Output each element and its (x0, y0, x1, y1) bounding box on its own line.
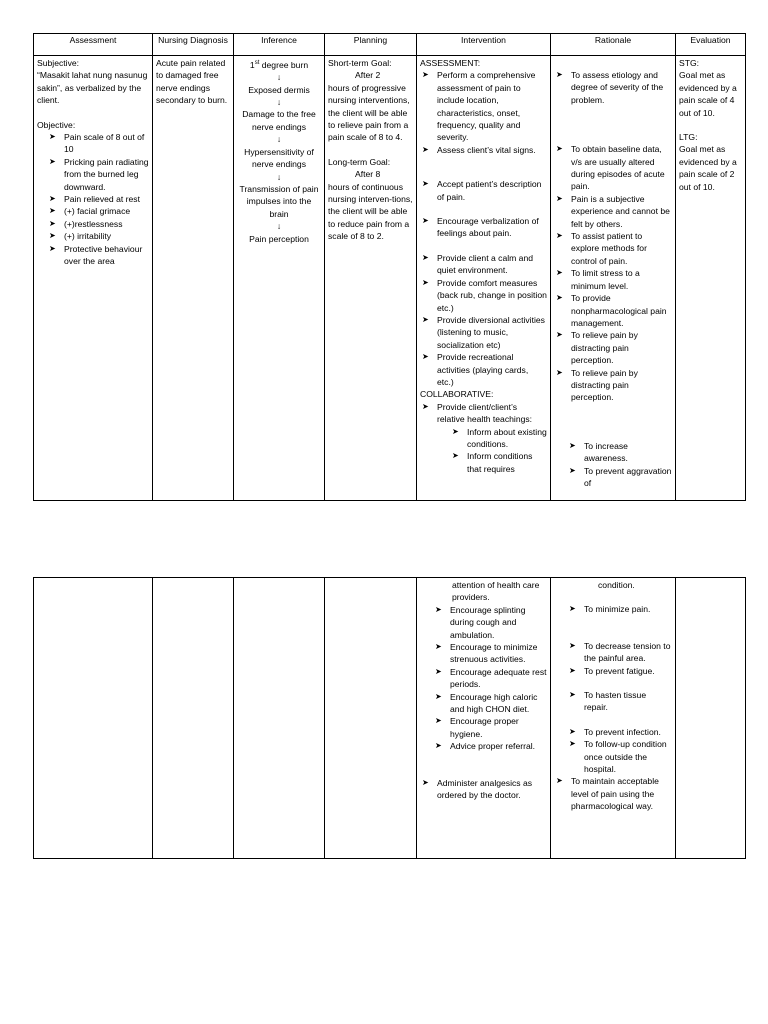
list-item: ➤ To assess etiology and degree of severity of the problem. (554, 69, 672, 106)
list-item: ➤ Encourage splinting during cough and ambulation. (435, 604, 547, 641)
collaborative-label: COLLABORATIVE: (420, 389, 494, 400)
list-item: ➤ Pain scale of 8 out of 10 (47, 131, 149, 156)
short-term-first: After 2 (355, 70, 381, 81)
rationale-list (554, 69, 672, 404)
list-item: ➤ Provide recreational activities (playing cards, etc.) (420, 351, 547, 388)
list-item: ➤ To obtain baseline data, v/s are usually altered during episodes of acute pain. (554, 143, 672, 193)
header-row (34, 34, 746, 56)
list-item: ➤ To follow-up condition once outside the hospital. (569, 738, 672, 775)
list-item: ➤ Pain relieved at rest (47, 193, 149, 205)
intervention-cell (417, 56, 551, 501)
list-item: ➤ Advice proper referral. (435, 740, 547, 752)
list-item: ➤ To decrease tension to the painful area. (569, 640, 672, 665)
list-item: ➤ To relieve pain by distracting pain perception. (554, 329, 672, 366)
rationale-list (554, 775, 672, 812)
inference-step: Exposed dermis (248, 84, 310, 95)
stg-label: STG: (679, 58, 700, 68)
objective-label: Objective: (37, 119, 76, 130)
content-row (34, 578, 746, 859)
inference-cell-empty (234, 578, 325, 859)
objective-list (37, 131, 149, 267)
inference-step: Hypersensitivity of nerve endings (244, 146, 314, 170)
planning-cell (325, 56, 417, 501)
list-item: ➤ (+) facial grimace (47, 205, 149, 217)
nursing-diagnosis-cell-empty (153, 578, 234, 859)
list-item: ➤ Inform about existing conditions. (452, 426, 547, 451)
intervention-list (420, 69, 547, 388)
intervention-sublist (420, 604, 547, 753)
stg-text: Goal met as evidenced by a pain scale of 4 out of 10. (679, 70, 737, 118)
list-item: ➤ Perform a comprehensive assessment of pain to include location, characteristics, onset, frequency, quality and severity. (420, 69, 547, 143)
list-item: ➤ Provide comfort measures (back rub, change in position etc.) (420, 277, 547, 314)
list-item: ➤ To limit stress to a minimum level. (554, 267, 672, 292)
list-item: ➤ Protective behaviour over the area (47, 243, 149, 268)
rationale-continued: condition. (598, 580, 635, 590)
down-arrow-icon: ↓ (276, 97, 282, 108)
list-item: ➤ To prevent aggravation of (569, 465, 672, 490)
long-term-goal: hours of continuous nursing interven-tions, the client will be able to reduce pain from a scale of 8 to 2. (328, 181, 413, 242)
list-item: ➤ Provide diversional activities (listening to music, socialization etc) (420, 314, 547, 351)
list-item: ➤ Encourage high caloric and high CHON diet. (435, 691, 547, 716)
list-item: ➤ Provide client/client’s relative health teachings: ➤ Inform about existing conditions. ➤ Inform conditions that requires (420, 401, 547, 475)
evaluation-cell-empty (676, 578, 746, 859)
ltg-text: Goal met as evidenced by a pain scale of 2 out of 10. (679, 144, 737, 192)
intervention-list (420, 777, 547, 802)
list-item: ➤ Encourage verbalization of feelings about pain. (420, 215, 547, 240)
down-arrow-icon: ↓ (276, 134, 282, 145)
rationale-sublist (554, 603, 672, 775)
evaluation-cell (676, 56, 746, 501)
header-planning: Planning (325, 34, 417, 56)
list-item: ➤ Encourage proper hygiene. (435, 715, 547, 740)
content-row (34, 56, 746, 501)
short-term-goal: hours of progressive nursing interventions, the client will be able to relieve pain from a pain scale of 8 to 4. (328, 82, 410, 143)
long-term-label: Long-term Goal: (328, 156, 391, 167)
assessment-cell (34, 56, 153, 501)
rationale-cell (551, 56, 676, 501)
long-term-first: After 8 (355, 169, 381, 180)
list-item: ➤ To prevent infection. (569, 726, 672, 738)
assessment-section-label: ASSESSMENT: (420, 58, 481, 68)
nursing-diagnosis-cell (153, 56, 234, 501)
short-term-label: Short-term Goal: (328, 58, 392, 68)
assessment-cell-empty (34, 578, 153, 859)
inference-cell (234, 56, 325, 501)
diagnosis-text: Acute pain related to damaged free nerve endings secondary to burn. (156, 58, 228, 106)
collaborative-list (420, 401, 547, 475)
inference-burn: 1st degree burn (249, 59, 309, 70)
down-arrow-icon: ↓ (276, 171, 282, 182)
list-item: ➤ (+)restlessness (47, 218, 149, 230)
list-item: ➤ To hasten tissue repair. (569, 689, 672, 714)
header-intervention: Intervention (417, 34, 551, 56)
list-item: ➤ To prevent fatigue. (569, 665, 672, 677)
list-item: ➤ To minimize pain. (569, 603, 672, 615)
down-arrow-icon: ↓ (276, 221, 282, 232)
down-arrow-icon: ↓ (276, 72, 282, 83)
list-item: ➤ Provide client a calm and quiet environment. (420, 252, 547, 277)
intervention-cell-cont (417, 578, 551, 859)
header-assessment: Assessment (34, 34, 153, 56)
inference-step: Damage to the free nerve endings (242, 109, 316, 132)
list-item: ➤ To provide nonpharmacological pain management. (554, 292, 672, 329)
list-item: ➤ Pricking pain radiating from the burned leg downward. (47, 156, 149, 193)
list-item: ➤ Encourage to minimize strenuous activities. (435, 641, 547, 666)
collaborative-sublist (437, 426, 547, 476)
list-item: ➤ (+) irritability (47, 230, 149, 242)
inference-step: Pain perception (249, 233, 309, 244)
subjective-text: “Masakit lahat nung nasunug sakin”, as verbalized by the client. (37, 70, 148, 106)
inference-step: Transmission of pain impulses into the brain (239, 183, 319, 219)
list-item: ➤ To increase awareness. (569, 440, 672, 465)
intervention-continued: attention of health care providers. (452, 580, 540, 603)
subjective-label: Subjective: (37, 58, 80, 68)
list-item: ➤ Administer analgesics as ordered by the doctor. (420, 777, 547, 802)
list-item: ➤ Accept patient’s description of pain. (420, 178, 547, 203)
list-item: ➤ Pain is a subjective experience and cannot be felt by others. (554, 193, 672, 230)
header-evaluation: Evaluation (676, 34, 746, 56)
care-plan-table-page2 (33, 577, 746, 859)
list-item: ➤ To assist patient to explore methods for control of pain. (554, 230, 672, 267)
planning-cell-empty (325, 578, 417, 859)
list-item: ➤ To maintain acceptable level of pain using the pharmacological way. (554, 775, 672, 812)
rationale-sublist (554, 440, 672, 490)
care-plan-table-page1 (33, 33, 746, 501)
header-nursing-diagnosis: Nursing Diagnosis (153, 34, 234, 56)
list-item: ➤ To relieve pain by distracting pain perception. (554, 367, 672, 404)
header-inference: Inference (234, 34, 325, 56)
list-item: ➤ Encourage adequate rest periods. (435, 666, 547, 691)
ltg-label: LTG: (679, 132, 698, 143)
list-item: ➤ Inform conditions that requires (452, 450, 547, 475)
rationale-cell-cont (551, 578, 676, 859)
header-rationale: Rationale (551, 34, 676, 56)
list-item: ➤ Assess client’s vital signs. (420, 144, 547, 156)
